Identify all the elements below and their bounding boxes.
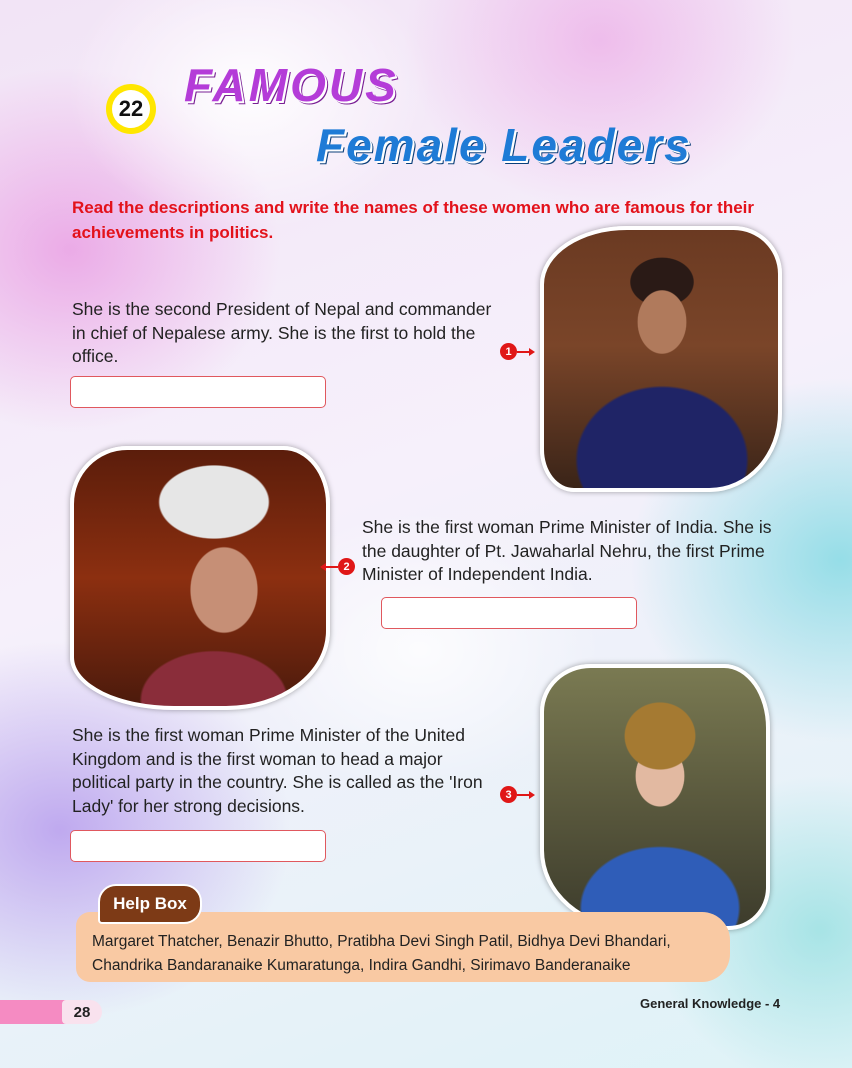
instruction-text: Read the descriptions and write the names of these women who are famous for their achievements in politics.: [72, 198, 755, 242]
title-line-2: Female Leaders: [316, 119, 692, 171]
chapter-number-badge: [106, 84, 156, 134]
item-3-answer-field[interactable]: [70, 830, 326, 862]
page-number: 28: [62, 1000, 102, 1024]
arrow-right-icon: [529, 348, 535, 356]
leader-photo-1: [540, 226, 782, 492]
item-1-pointer: [500, 343, 535, 360]
arrow-right-icon: [529, 791, 535, 799]
item-3-pointer: [500, 786, 535, 803]
help-box-names: Margaret Thatcher, Benazir Bhutto, Pratibha Devi Singh Patil, Bidhya Devi Bhandari, Chandrika Bandaranaike Kumaratunga, Indira Gandhi, Sirimavo Banderanaike: [92, 933, 671, 974]
item-1-answer-field[interactable]: [70, 376, 326, 408]
leader-photo-2: [70, 446, 330, 710]
item-3-number: 3: [500, 786, 517, 803]
chapter-number: 22: [112, 90, 150, 128]
arrow-line: [326, 566, 338, 568]
item-2-pointer: [320, 558, 355, 575]
help-box-label: Help Box: [98, 884, 202, 924]
item-2-answer-field[interactable]: [381, 597, 637, 629]
item-2-description: She is the first woman Prime Minister of India. She is the daughter of Pt. Jawaharlal Nehru, the first Prime Minister of Independent India.: [362, 517, 772, 584]
leader-photo-3: [540, 664, 770, 930]
arrow-line: [517, 351, 529, 353]
item-3-description: She is the first woman Prime Minister of the United Kingdom and is the first woman to head a major political party in the country. She is called as the 'Iron Lady' for her strong decisions.: [72, 725, 483, 816]
item-1-description: She is the second President of Nepal and commander in chief of Nepalese army. She is the first to hold the office.: [72, 299, 492, 366]
item-1-number: 1: [500, 343, 517, 360]
book-title: General Knowledge - 4: [640, 996, 781, 1011]
title-line-1: FAMOUS: [184, 59, 399, 111]
item-2-number: 2: [338, 558, 355, 575]
arrow-line: [517, 794, 529, 796]
